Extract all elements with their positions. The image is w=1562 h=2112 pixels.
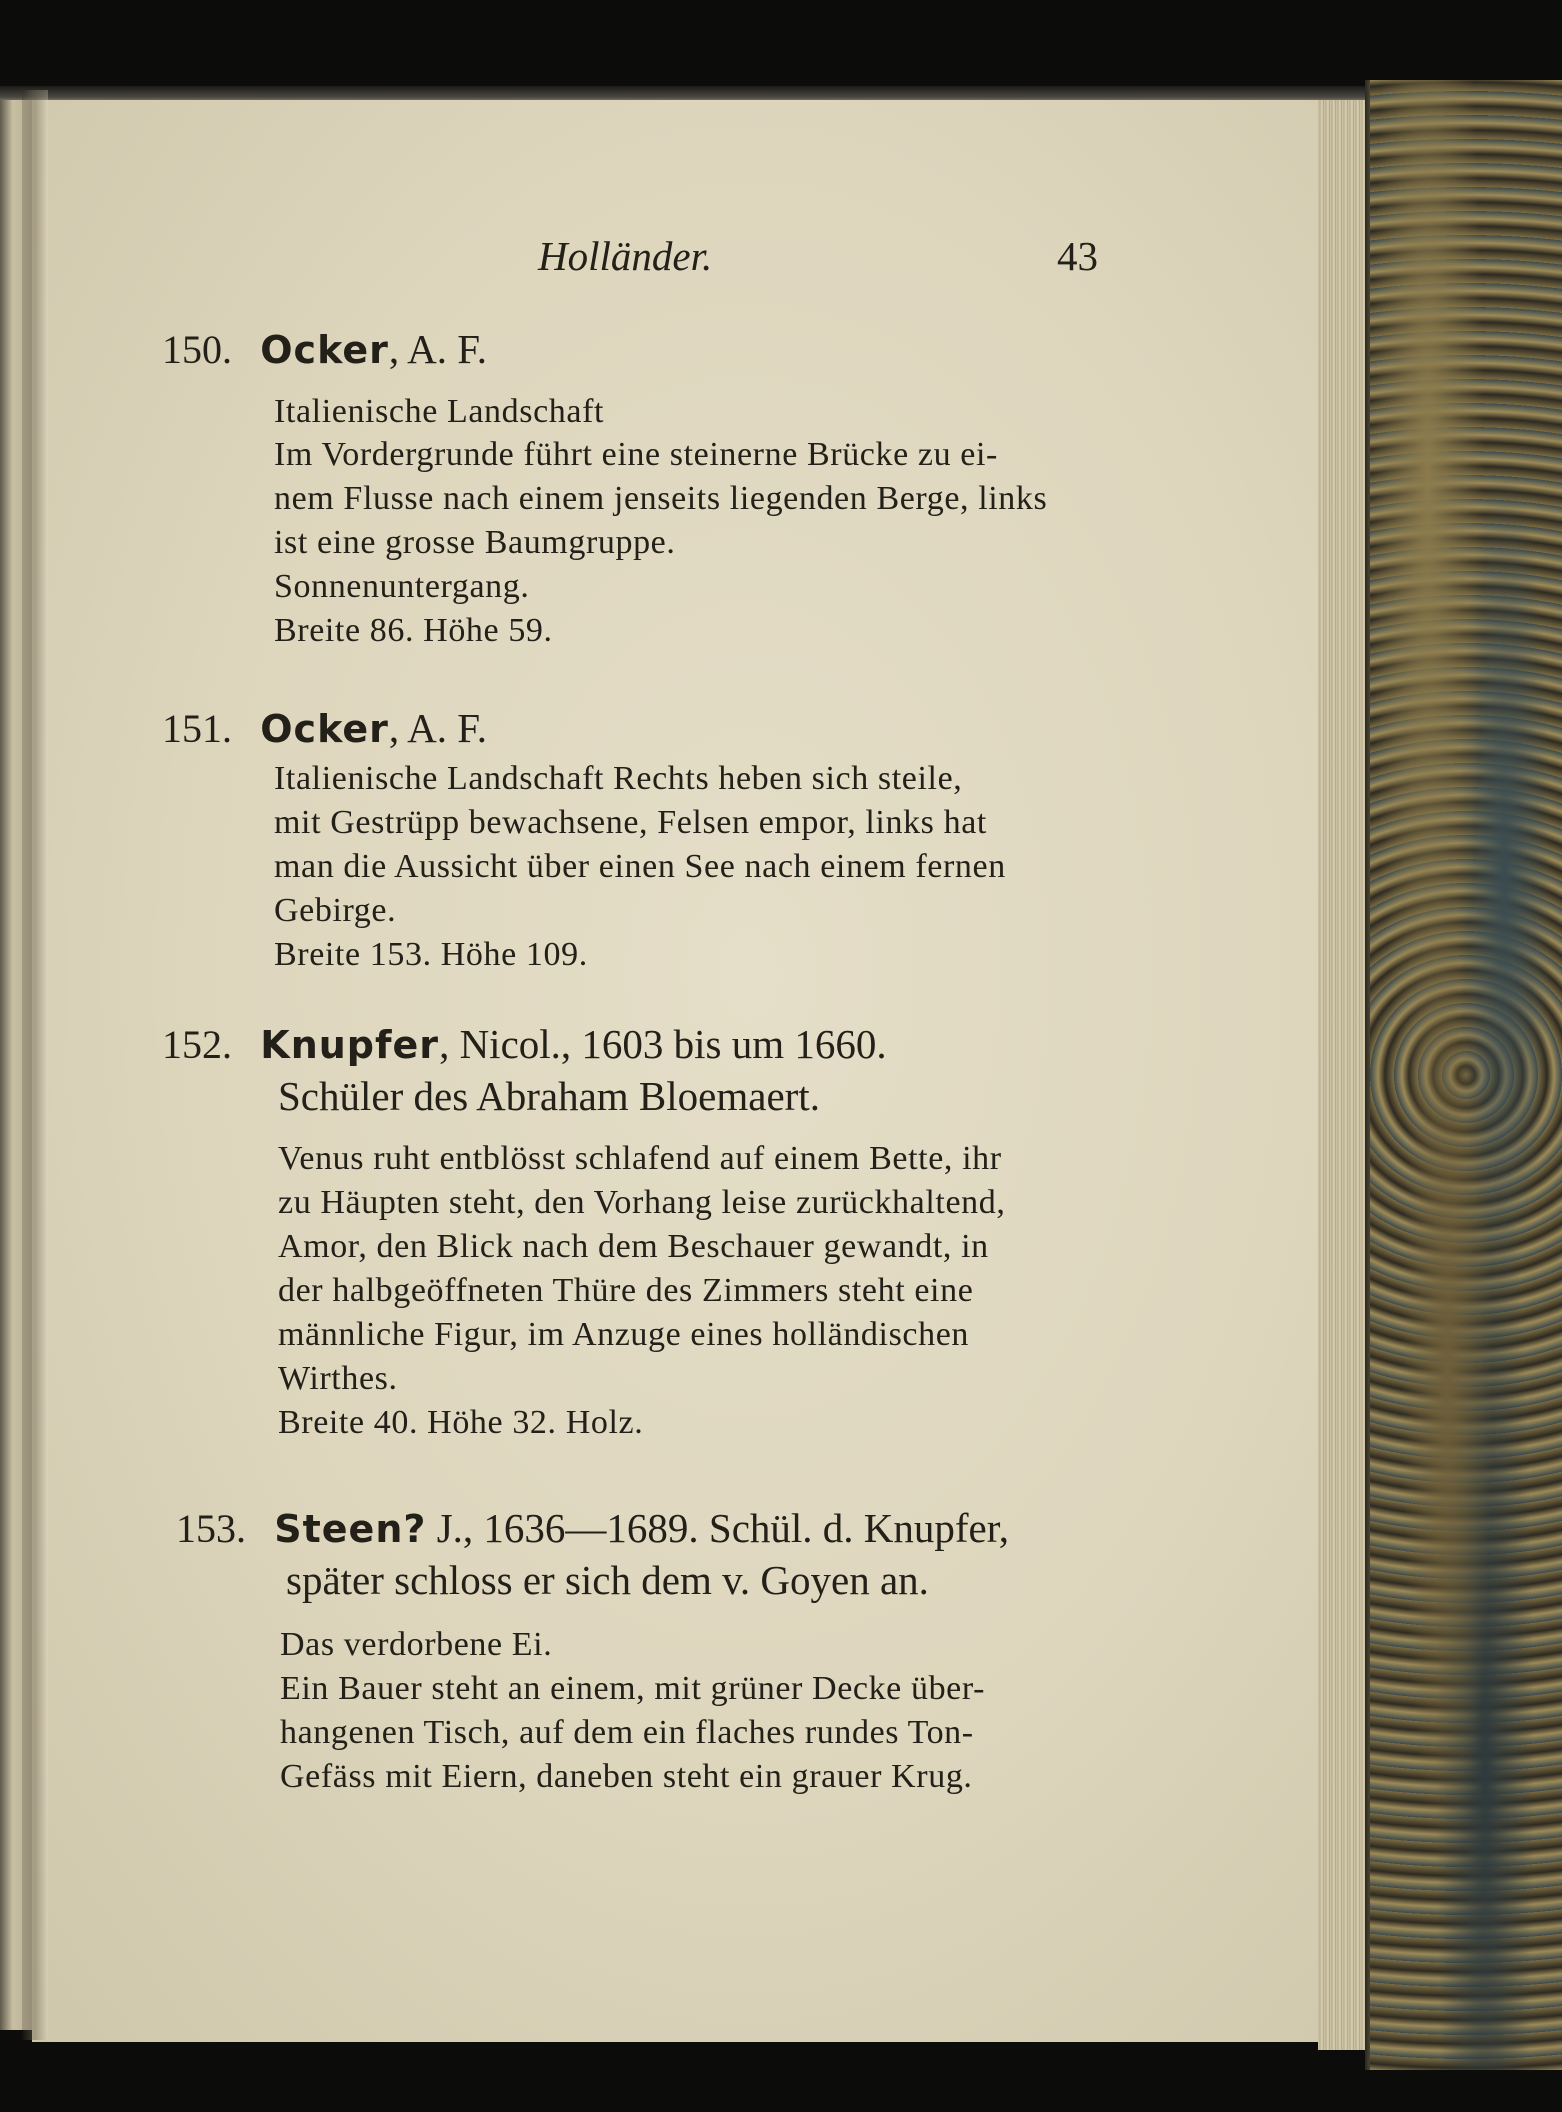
entry-dimensions: Breite 40. Höhe 32. Holz.: [278, 1404, 644, 1441]
artist-name: Ocker: [260, 328, 389, 372]
entry-text-line: Gefäss mit Eiern, daneben steht ein grauer Krug.: [280, 1758, 973, 1795]
entry-text-line: Wirthes.: [278, 1360, 398, 1397]
artist-name: Ocker: [260, 707, 389, 751]
entry-text-line: ist eine grosse Baumgruppe.: [274, 524, 676, 561]
artist-details: , A. F.: [388, 705, 487, 751]
entry-text-line: Das verdorbene Ei.: [280, 1626, 553, 1663]
running-head: Holländer.: [538, 233, 713, 279]
entry-number: 150.: [162, 327, 232, 372]
entry-text-line: Im Vordergrunde führt eine steinerne Brücke zu ei-: [274, 436, 998, 473]
entry-dimensions: Breite 86. Höhe 59.: [274, 612, 553, 649]
entry-text-line: Italienische Landschaft: [274, 393, 605, 430]
artist-biography: später schloss er sich dem v. Goyen an.: [286, 1557, 929, 1603]
entry-text-line: Venus ruht entblösst schlafend auf einem Bette, ihr: [278, 1140, 1002, 1177]
entry-text-line: nem Flusse nach einem jenseits liegenden Berge, links: [274, 480, 1048, 517]
artist-name: Knupfer: [260, 1023, 440, 1067]
catalog-entry-heading: [162, 704, 487, 752]
entry-text-line: Italienische Landschaft Rechts heben sich steile,: [274, 760, 963, 797]
entry-text-line: mit Gestrüpp bewachsene, Felsen empor, links hat: [274, 804, 987, 841]
catalog-entry-heading: [162, 1020, 887, 1068]
entry-text-line: Gebirge.: [274, 892, 397, 929]
catalog-entry-heading: [162, 325, 487, 373]
entry-text-line: Ein Bauer steht an einem, mit grüner Decke über-: [280, 1670, 986, 1707]
entry-text-line: der halbgeöffneten Thüre des Zimmers steht eine: [278, 1272, 974, 1309]
artist-details: , Nicol., 1603 bis um 1660.: [439, 1021, 887, 1067]
artist-details: , A. F.: [388, 326, 487, 372]
entry-text-line: man die Aussicht über einen See nach einem fernen: [274, 848, 1006, 885]
gutter-shadow: [22, 90, 48, 2040]
entry-number: 153.: [176, 1506, 246, 1551]
page-number: 43: [1057, 233, 1098, 279]
artist-details: J., 1636—1689. Schül. d. Knupfer,: [426, 1505, 1010, 1551]
entry-number: 152.: [162, 1022, 232, 1067]
entry-text-line: Amor, den Blick nach dem Beschauer gewandt, in: [278, 1228, 989, 1265]
catalog-entry-heading: [176, 1504, 1009, 1552]
entry-text-line: hangenen Tisch, auf dem ein flaches rundes Ton-: [280, 1714, 974, 1751]
entry-dimensions: Breite 153. Höhe 109.: [274, 936, 588, 973]
entry-text-line: zu Häupten steht, den Vorhang leise zurückhaltend,: [278, 1184, 1006, 1221]
entry-text-line: Sonnenuntergang.: [274, 568, 530, 605]
entry-text-line: männliche Figur, im Anzuge eines holländischen: [278, 1316, 969, 1353]
artist-biography: Schüler des Abraham Bloemaert.: [278, 1073, 820, 1119]
marbled-cover: [1370, 80, 1562, 2070]
entry-number: 151.: [162, 706, 232, 751]
artist-name: Steen?: [274, 1507, 427, 1551]
